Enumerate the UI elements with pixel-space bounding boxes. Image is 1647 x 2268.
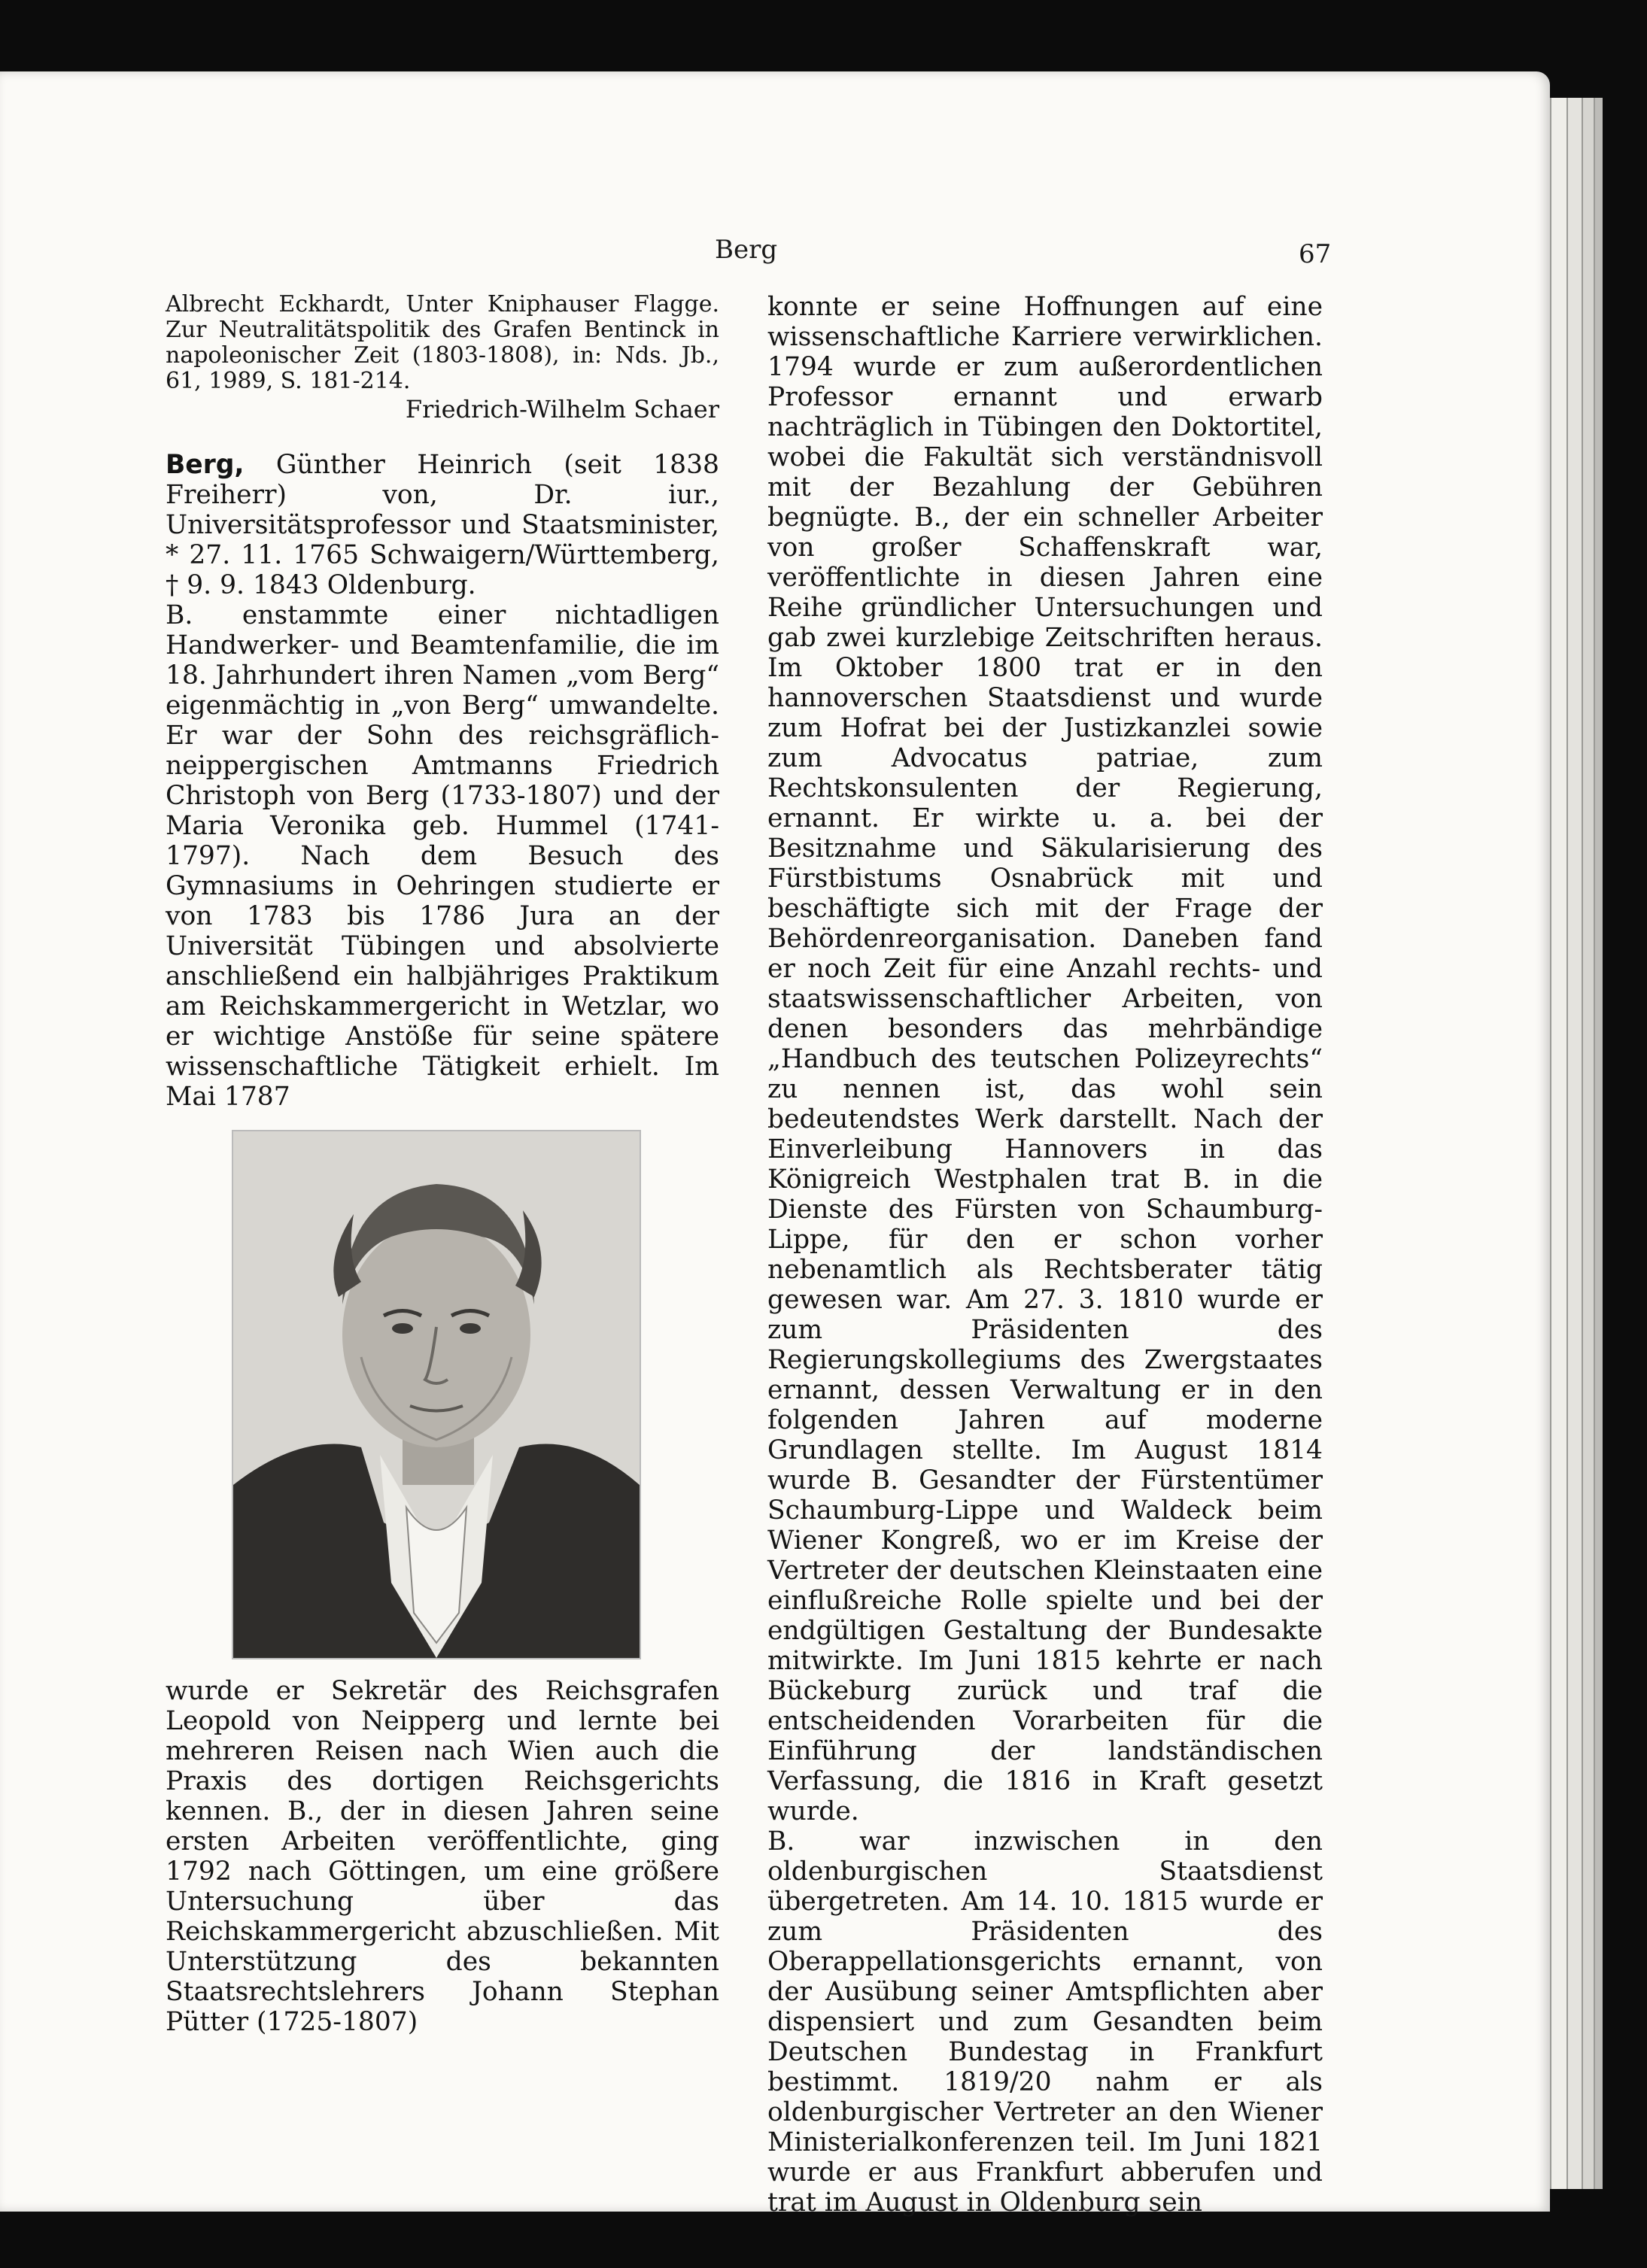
page-edge [1550, 98, 1566, 2189]
right-column [767, 292, 1323, 2218]
biography-paragraph-continued: wurde er Sekretär des Reichsgrafen Leopold von Neipperg und lernte bei mehreren Reisen nach Wien auch die Praxis des dortigen Reichsgerichts kennen. B., der in diesen Jahren seine ersten Arbeiten veröffentlichte, ging 1792 nach Göttingen, um eine größere Untersuchung über das Reichskammergericht abzuschließen. Mit Unterstützung des bekannten Staatsrechtslehrers Johann Stephan Pütter (1725-1807) [166, 1676, 719, 2037]
biography-paragraph: B. war inzwischen in den oldenburgischen Staatsdienst übergetreten. Am 14. 10. 1815 wurde er zum Präsidenten des Oberappellationsgerichts ernannt, von der Ausübung seiner Amtspflichten aber dispensiert und zum Gesandten beim Deutschen Bundestag in Frankfurt bestimmt. 1819/20 nahm er als oldenburgischer Vertreter an den Wiener Ministerialkonferenzen teil. Im Juni 1821 wurde er aus Frankfurt abberufen und trat im August in Oldenburg sein [767, 1826, 1323, 2218]
page-edge [1566, 98, 1582, 2189]
entry-heading-details: Günther Heinrich (seit 1838 Freiherr) von, Dr. iur., Universitätsprofessor und Staatsminister, * 27. 11. 1765 Schwaigern/Württemberg, † 9. 9. 1843 Oldenburg. [166, 450, 720, 600]
portrait-image [233, 1131, 640, 1658]
biography-paragraph: B. enstammte einer nichtadligen Handwerker- und Beamtenfamilie, die im 18. Jahrhundert ihren Namen „vom Berg“ eigenmächtig in „von Berg“ umwandelte. Er war der Sohn des reichsgräflich-neippergischen Amtmanns Friedrich Christoph von Berg (1733-1807) und der Maria Veronika geb. Hummel (1741-1797). Nach dem Besuch des Gymnasiums in Oehringen studierte er von 1783 bis 1786 Jura an der Universität Tübingen und absolvierte anschließend ein halbjähriges Praktikum am Reichskammergericht in Wetzlar, wo er wichtige Anstöße für seine spätere wissenschaftliche Tätigkeit erhielt. Im Mai 1787 [166, 600, 719, 1112]
left-column [166, 292, 719, 2037]
entry-name: Berg, [166, 450, 245, 480]
page-edge [1582, 98, 1594, 2189]
entry-heading [166, 450, 719, 600]
portrait-engraving [232, 1130, 641, 1659]
literature-reference: Albrecht Eckhardt, Unter Kniphauser Flagge. Zur Neutralitätspolitik des Grafen Bentinck in napoleonischer Zeit (1803-1808), in: Nds. Jb., 61, 1989, S. 181-214. [166, 291, 719, 394]
running-head: Berg [715, 235, 778, 265]
biography-paragraph: konnte er seine Hoffnungen auf eine wissenschaftliche Karriere verwirklichen. 1794 wurde er zum außerordentlichen Professor ernannt und erwarb nachträglich in Tübingen den Doktortitel, wobei die Fakultät sich verständnisvoll mit der Bezahlung der Gebühren begnügte. B., der ein schneller Arbeiter von großer Schaffenskraft war, veröffentlichte in diesen Jahren eine Reihe gründlicher Untersuchungen und gab zwei kurzlebige Zeitschriften heraus. Im Oktober 1800 trat er in den hannoverschen Staatsdienst und wurde zum Hofrat bei der Justizkanzlei sowie zum Advocatus patriae, zum Rechtskonsulenten der Regierung, ernannt. Er wirkte u. a. bei der Besitznahme und Säkularisierung des Fürstbistums Osnabrück mit und beschäftigte sich mit der Frage der Behördenreorganisation. Daneben fand er noch Zeit für eine Anzahl rechts- und staatswissenschaftlicher Arbeiten, von denen besonders das mehrbändige „Handbuch des teutschen Polizeyrechts“ zu nennen ist, das wohl sein bedeutendstes Werk darstellt. Nach der Einverleibung Hannovers in das Königreich Westphalen trat B. in die Dienste des Fürsten von Schaumburg-Lippe, für den er schon vorher nebenamtlich als Rechtsberater tätig gewesen war. Am 27. 3. 1810 wurde er zum Präsidenten des Regierungskollegiums des Zwergstaates ernannt, dessen Verwaltung er in den folgenden Jahren auf moderne Grundlagen stellte. Im August 1814 wurde B. Gesandter der Fürstentümer Schaumburg-Lippe und Waldeck beim Wiener Kongreß, wo er im Kreise der Vertreter der deutschen Kleinstaaten eine einflußreiche Rolle spielte und bei der endgültigen Gestaltung der Bundesakte mitwirkte. Im Juni 1815 kehrte er nach Bückeburg zurück und traf die entscheidenden Vorarbeiten für die Einführung der landständischen Verfassung, die 1816 in Kraft gesetzt wurde. [767, 292, 1323, 1826]
page-edge [1594, 98, 1603, 2189]
page-number: 67 [1299, 239, 1332, 269]
previous-entry-author: Friedrich-Wilhelm Schaer [405, 395, 719, 424]
